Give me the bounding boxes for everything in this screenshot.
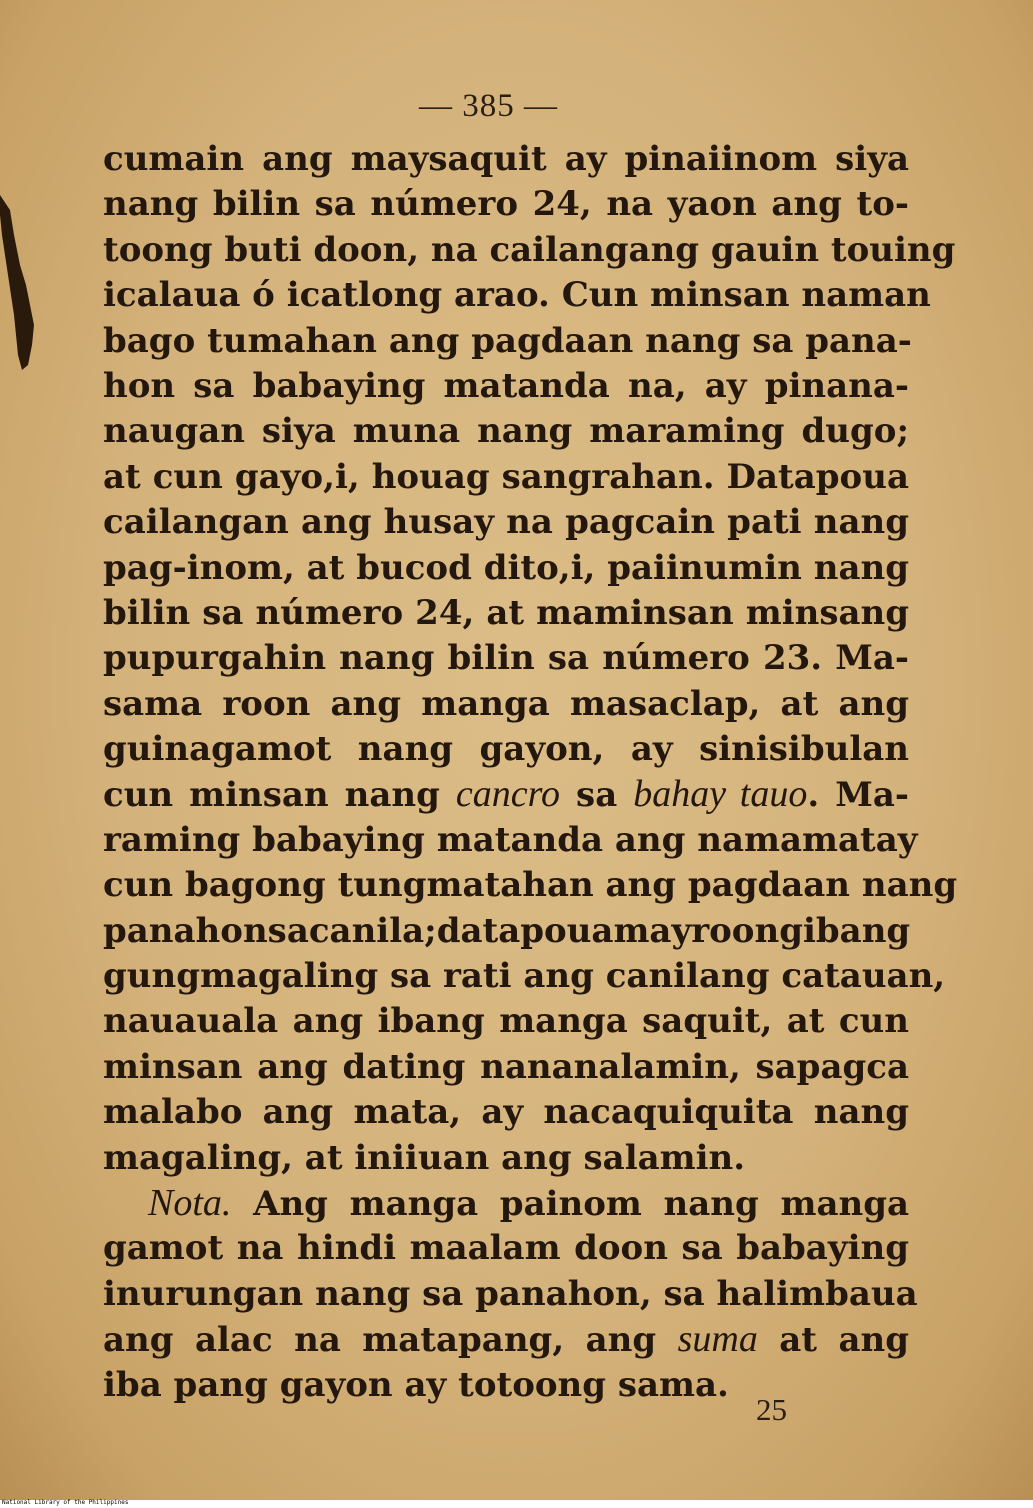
text-line: icalaua ó icatlong arao. Cun minsan naman — [103, 275, 931, 316]
italic-term-bahay-tauo: bahay tauo — [633, 773, 808, 816]
text-run: Ang manga painom nang manga — [231, 1183, 909, 1224]
text-line: cailangan ang husay na pagcain pati nang — [103, 502, 909, 543]
italic-term-suma: suma — [677, 1318, 758, 1361]
text-run: cun minsan nang — [103, 775, 456, 816]
text-line: raming babaying matanda ang namamatay — [103, 819, 918, 860]
text-line: nang bilin sa número 24, na yaon ang to- — [103, 184, 909, 225]
text-line: magaling, at iniiuan ang salamin. — [103, 1137, 746, 1178]
text-line: cumain ang maysaquit ay pinaiinom siya — [103, 139, 909, 179]
page-number-header: — 385 — — [419, 88, 558, 124]
text-line: bilin sa número 24, at maminsan minsang — [103, 592, 909, 633]
text-line: guinagamot nang gayon, ay sinisibulan — [103, 729, 909, 770]
text-run: sa — [560, 775, 634, 816]
text-line: naugan siya muna nang maraming dugo; — [103, 411, 909, 452]
text-line: inurungan nang sa panahon, sa halimbaua — [103, 1273, 918, 1314]
text-line: malabo ang mata, ay nacaquiquita nang — [103, 1092, 909, 1133]
text-line: cun bagong tungmatahan ang pagdaan nang — [103, 865, 958, 906]
text-run: . Ma- — [807, 775, 909, 816]
text-line: gamot na hindi maalam doon sa babaying — [103, 1228, 909, 1269]
text-line: pag-inom, at bucod dito,i, paiinumin nang — [103, 547, 909, 588]
italic-term-cancro: cancro — [455, 773, 561, 816]
text-line: bago tumahan ang pagdaan nang sa pana- — [103, 320, 912, 361]
text-line: at cun gayo,i, houag sangrahan. Datapoua — [103, 456, 909, 497]
text-line — [103, 1181, 909, 1226]
text-run: at ang — [757, 1320, 909, 1361]
body-text — [103, 137, 958, 1408]
torn-edge-stain — [0, 195, 40, 370]
text-line: panahonsacanila;datapouamayroongibang — [103, 910, 911, 951]
text-line: hon sa babaying matanda na, ay pinana- — [103, 365, 909, 406]
text-line: toong buti doon, na cailangang gauin touing — [103, 229, 956, 270]
text-line: minsan ang dating nananalamin, sapagca — [103, 1046, 909, 1087]
text-run: ang alac na matapang, ang — [103, 1320, 678, 1361]
text-line: nauauala ang ibang manga saquit, at cun — [103, 1001, 909, 1042]
scan-footer — [0, 1500, 1033, 1508]
text-line: gungmagaling sa rati ang canilang catauan, — [103, 956, 946, 997]
nota-label: Nota. — [148, 1181, 232, 1224]
text-line — [103, 772, 909, 817]
text-line — [103, 1317, 909, 1362]
signature-mark: 25 — [756, 1392, 787, 1427]
text-line: sama roon ang manga masaclap, at ang — [103, 683, 909, 724]
text-line: iba pang gayon ay totoong sama. — [103, 1364, 729, 1405]
footer-credit: National Library of the Philippines — [2, 1499, 129, 1506]
text-line: pupurgahin nang bilin sa número 23. Ma- — [103, 638, 909, 679]
